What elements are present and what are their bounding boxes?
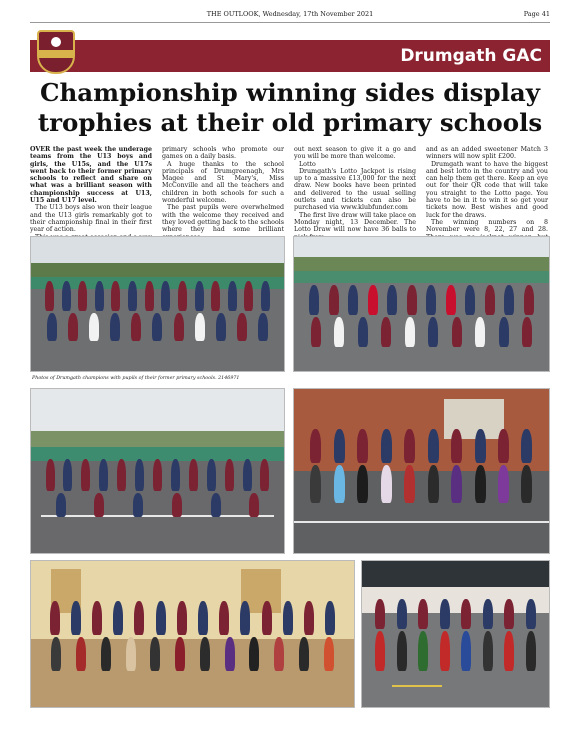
article-paragraph: out next season to give it a go and you will be more than welcome.	[294, 146, 416, 161]
club-banner	[30, 40, 550, 72]
header-rule	[30, 22, 550, 23]
article-paragraph: The first live draw will take place on Monday night, 13 December. The Lotto Draw will now have 36 balls to	[294, 211, 416, 234]
photo-caption: Photos of Drumgath champions with pupils of their former primary schools. 2146971	[32, 376, 240, 381]
page-number: Page 41	[523, 10, 550, 18]
article-body	[30, 146, 550, 234]
article-column-2	[162, 146, 284, 234]
team-photo-1	[30, 236, 285, 372]
team-photo-5	[30, 560, 355, 708]
team-photo-2	[293, 236, 550, 372]
lotto-subheading: Lotto	[299, 160, 316, 168]
article-column-4	[426, 146, 548, 234]
article-paragraph: and as an added sweetener Match 3 winners will now split £200.	[426, 146, 548, 161]
article-lead: OVER the past week the underage teams from the U13 boys and girls, the U15s, and the U17s went back to their former primary schools to reflect and share on what was a brilliant season with championship success at U13, U15 and U17 level.	[30, 146, 152, 205]
article-paragraph: Drumgath want to have the biggest and best lotto in the country and you can help them get there. Keep an eye out for their QR code that will take you straight to the Lotto page. You have to be in it to win it so get your tickets now. Best wishes and good luck for the draws.	[426, 160, 548, 219]
publication-line: THE OUTLOOK, Wednesday, 17th November 2021	[206, 10, 374, 18]
headline: Championship winning sides display trophies at their old primary schools	[37, 78, 543, 137]
page-header	[30, 7, 550, 21]
team-photo-4	[293, 388, 550, 554]
article-paragraph: primary schools who promote our games on a daily basis.	[162, 146, 284, 161]
crest-band	[39, 50, 73, 58]
team-photo-3	[30, 388, 285, 554]
article-paragraph: The past pupils were overwhelmed with the welcome they received and they loved getting back to the schools where they had some brilliant	[162, 204, 284, 234]
crest-emblem	[51, 37, 61, 47]
article-column-1	[30, 146, 152, 234]
article-paragraph: The U13 boys also won their league and the U13 girls remarkably got to their championship final in their first year of action.	[30, 204, 152, 234]
club-name: Drumgath GAC	[400, 46, 542, 66]
article-paragraph: Drumgath's Lotto Jackpot is rising up to a massive £13,000 for the next draw. New books have been printed and delivered to the usual selling outlets and tickets can also be purchased via www.klubfunder.com	[294, 167, 416, 212]
article-column-3	[294, 146, 416, 234]
club-crest-icon	[37, 30, 75, 74]
team-photo-6	[361, 560, 550, 708]
article-paragraph: The winning numbers on 8 November were 8, 22, 27 and 28.	[426, 218, 548, 234]
article-paragraph: A huge thanks to the school principals of Drumgreenagh, Mrs Magee and St Mary's, Miss McConville and all the teachers and children in both schools for such a wonderful welcome.	[162, 160, 284, 205]
